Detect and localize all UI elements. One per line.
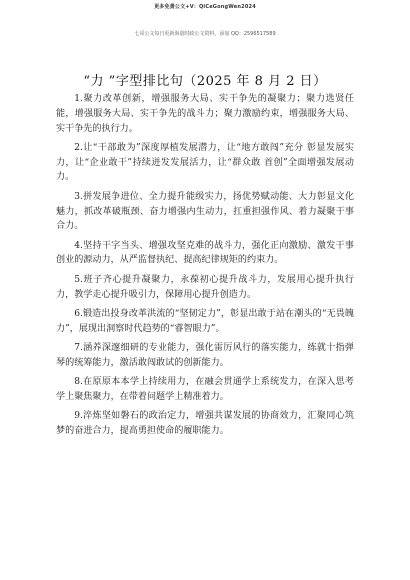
paragraph-6: 6.锻造出投身改革洪流的“坚韧定力”，彰显出敢于站在潮头的“无畏魄力”，展现出洞察时代趋势的“睿智眼力”。: [56, 308, 354, 334]
paragraph-2: 2.让“干部敢为”深度厚植发展潜力，让“地方敢闯”充分 彰显发展实力，让“企业敢干”持续迸发发展活力，让“群众敢 首创”全面增强发展动力。: [56, 142, 354, 183]
paragraph-8: 8.在原原本本学上持续用力，在融会贯通学上系统发力，在深入思考学上聚焦聚力，在带着问题学上精准着力。: [56, 377, 354, 402]
paragraph-7: 7.涵养深邃细研的专业能力，强化雷厉风行的落实能力，练就十指弹琴的统筹能力，激活敢闯敢试的创新能力。: [56, 342, 354, 368]
paragraph-4: 4.坚持干字当头、增强攻坚克难的战斗力，强化正向激励、激发干事创业的源动力，从严监督执纪、提高纪律规矩的约束力。: [56, 240, 354, 266]
document-body: [56, 92, 354, 443]
paragraph-9: 9.淬炼坚如磐石的政治定力，增强共谋发展的协商效力，汇聚同心筑梦的奋进合力，提高勇担使命的履职能力。: [56, 411, 354, 436]
promo-banner: 更多免费公文+V：QiCeGongWen2024: [154, 4, 256, 10]
paragraph-5: 5.班子齐心提升凝聚力，永葆初心提升战斗力，发展用心提升执行力，教学走心提升吸引力，保障用心提升创造力。: [56, 274, 354, 300]
update-notice: 七哥公文每日更新海量时政公文资料，添加 QQ：2596517589: [134, 31, 276, 37]
document-title: “力 ”字型排比句（2025 年 8 月 2 日）: [83, 74, 327, 89]
paragraph-3: 3.拼发展争进位、全力提升能级实力，扬优势赋动能、大力彰显文化魅力，抓改革破瓶颈、奋力增强内生动力，扛重担强作风、着力凝聚干事合力。: [56, 191, 354, 232]
paragraph-1: 1.聚力改革创新，增强服务大局、实干争先的凝聚力；聚力选贤任能，增强服务大局、实干争先的战斗力；聚力激励约束，增强服务大局、实干争先的执行力。: [56, 94, 354, 134]
